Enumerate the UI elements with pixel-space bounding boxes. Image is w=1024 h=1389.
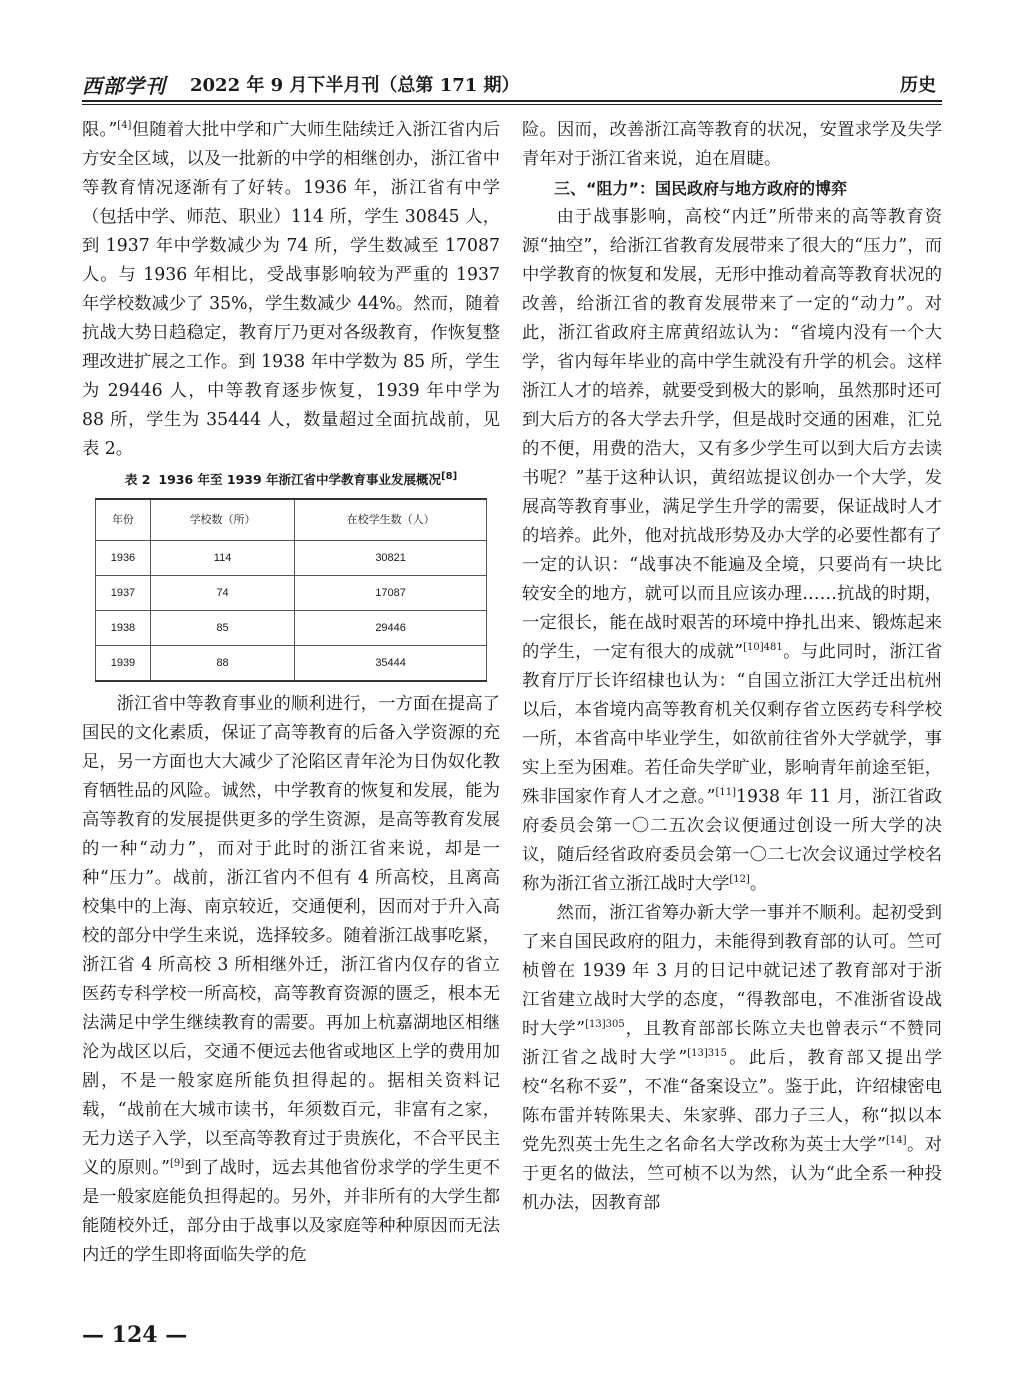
citation: [13]315 bbox=[687, 1048, 727, 1060]
issue-info: 2022 年 9 月下半月刊（总第 171 期） bbox=[190, 75, 520, 96]
table-cell: 29446 bbox=[295, 611, 487, 646]
table-cell: 30821 bbox=[295, 541, 487, 576]
citation: [13]305 bbox=[585, 1019, 625, 1031]
citation: [12] bbox=[729, 874, 750, 886]
table-cell: 1937 bbox=[96, 576, 151, 611]
text-span: 。对于更名的做法，竺可桢不以为然，认为“此全系一种投机办法，因教育部 bbox=[522, 1135, 942, 1213]
table-cell: 114 bbox=[150, 541, 294, 576]
text-span: 。与此同时，浙江省教育厅厅长许绍棣也认为：“自国立浙江大学迁出杭州以后，本省境内高等教育机关仅剩存省立医药专科学校一所，本省高中毕业学生，如欲前往省外大学就学，事实上至为困难。若任命失学旷业，影响青年前途至钜，殊非国家作育人才之意。” bbox=[522, 642, 942, 807]
text-span: 然而，浙江省筹办新大学一事并不顺利。起初受到了来自国民政府的阻力，未能得到教育部的认可。竺可桢曾在 1939 年 3 月的日记中就记述了教育部对于浙江省建立战时大学的态度，“得教部电，不准浙省设战时大学” bbox=[522, 903, 942, 1039]
citation: [10]481 bbox=[743, 642, 783, 654]
table-row bbox=[96, 611, 487, 646]
table-cell: 88 bbox=[150, 646, 294, 682]
table-cell: 1936 bbox=[96, 541, 151, 576]
data-table bbox=[95, 498, 487, 682]
header-rule-thin bbox=[82, 104, 942, 105]
table-cell: 17087 bbox=[295, 576, 487, 611]
text-span: 浙江省中等教育事业的顺利进行，一方面在提高了国民的文化素质，保证了高等教育的后备入学资源的充足，另一方面也大大减少了沦陷区青年沦为日伪奴化教育牺牲品的风险。诚然，中学教育的恢复和发展，能为高等教育的发展提供更多的学生资源，是高等教育发展的一种“动力”，而对于此时的浙江省来说，却是一种“压力”。战前，浙江省内不但有 4 所高校，且离高校集中的上海、南京较近，交通便利，因而对于升入高校的部分中学生来说，选择较多。随着浙江战事吃紧，浙江省 4 所高校 3 所相继外迁，浙江省内仅存的省立医药专科学校一所高校，高等教育资源的匮乏，根本无法满足中学生继续教育的需要。再加上杭嘉湖地区相继沦为战区以后，交通不便远去他省或地区上学的费用加剧，不是一般家庭所能负担得起的。据相关资料记载，“战前在大城市读书，年须数百元，非富有之家，无力送子入学，以至高等教育过于贵族化，不合平民主义的原则。” bbox=[82, 694, 500, 1178]
text-span: 。此后，教育部又提出学校“名称不妥”，不准“备案设立”。鉴于此，许绍棣密电陈布雷并转陈果夫、朱家骅、邵力子三人，称“拟以本党先烈英士先生之名命名大学改称为英士大学” bbox=[522, 1048, 942, 1155]
journal-logo: 西部学刊 bbox=[82, 74, 166, 98]
right-paragraph-2 bbox=[522, 203, 942, 899]
table-row bbox=[96, 576, 487, 611]
citation: [9] bbox=[169, 1158, 185, 1170]
citation: [11] bbox=[715, 787, 736, 799]
table-cell: 85 bbox=[150, 611, 294, 646]
table-header-row bbox=[96, 499, 487, 541]
table-row bbox=[96, 646, 487, 682]
page-number: — 124 — bbox=[82, 1322, 188, 1348]
table-header-cell: 学校数（所） bbox=[150, 499, 294, 541]
citation: [4] bbox=[117, 120, 132, 132]
table-header-cell: 年份 bbox=[96, 499, 151, 541]
table-header-cell: 在校学生数（人） bbox=[295, 499, 487, 541]
text-span: 。 bbox=[749, 874, 768, 894]
header-rule bbox=[82, 100, 942, 102]
table-cell: 35444 bbox=[295, 646, 487, 682]
right-paragraph-1: 险。因而，改善浙江高等教育的状况，安置求学及失学青年对于浙江省来说，迫在眉睫。 bbox=[522, 120, 942, 169]
text-span: 但随着大批中学和广大师生陆续迁入浙江省内后方安全区域，以及一批新的中学的相继创办，浙江省中等教育情况逐渐有了好转。1936 年，浙江省有中学（包括中学、师范、职业）114 所，学生 30845 人，到 1937 年中学数减少为 74 所，学生数减至 17087 人。与 1936 年相比，受战事影响较为严重的 1937 年学校数减少了 35%，学生数减少 44%。然而，随着抗战大势日趋稳定，教育厅乃更对各级教育，作恢复整理改进扩展之工作。到 1938 年中学数为 85 所，学生为 29446 人，中等教育逐步恢复，1939 年中学为 88 所，学生为 35444 人，数量超过全面抗战前，见表 2。 bbox=[82, 120, 500, 459]
section-label: 历史 bbox=[900, 75, 936, 96]
citation: [8] bbox=[441, 470, 458, 482]
left-paragraph-2 bbox=[82, 690, 500, 1270]
text-span: 限。” bbox=[82, 120, 118, 140]
table-row bbox=[96, 541, 487, 576]
table-cell: 1939 bbox=[96, 646, 151, 682]
table-number: 表 2 bbox=[124, 472, 151, 487]
left-paragraph-1 bbox=[82, 116, 500, 464]
right-column bbox=[522, 116, 942, 1218]
text-span: 到了战时，远去其他省份求学的学生更不是一般家庭能负担得起的。另外，并非所有的大学生都能随校外迁，部分由于战事以及家庭等种种原因而无法内迁的学生即将面临失学的危 bbox=[82, 1158, 500, 1265]
table-title: 1936 年至 1939 年浙江省中学教育事业发展概况 bbox=[158, 472, 442, 487]
text-span: 由于战事影响，高校“内迁”所带来的高等教育资源“抽空”，给浙江省教育发展带来了很大的“压力”，而中学教育的恢复和发展，无形中推动着高等教育状况的改善，给浙江省的教育发展带来了一定的“动力”。对此，浙江省政府主席黄绍竑认为：“省境内没有一个大学，省内每年毕业的高中学生就没有升学的机会。这样浙江人才的培养，就要受到极大的影响，虽然那时还可到大后方的各大学去升学，但是战时交通的困难，汇兑的不便，用费的浩大，又有多少学生可以到大后方去读书呢？”基于这种认识，黄绍竑提议创办一个大学，发展高等教育事业，满足学生升学的需要，保证战时人才的培养。此外，他对抗战形势及办大学的必要性都有了一定的认识：“战事决不能遍及全境，只要尚有一块比较安全的地方，就可以而且应该办理……抗战的时期，一定很长，能在战时艰苦的环境中挣扎出来、锻炼起来的学生，一定有很大的成就” bbox=[522, 207, 942, 662]
right-paragraph-3 bbox=[522, 899, 942, 1218]
citation: [14] bbox=[885, 1135, 907, 1147]
page-header bbox=[82, 70, 942, 100]
table-cell: 1938 bbox=[96, 611, 151, 646]
section-heading: 三、“阻力”：国民政府与地方政府的博弈 bbox=[554, 179, 848, 198]
table-cell: 74 bbox=[150, 576, 294, 611]
left-column bbox=[82, 116, 500, 1270]
text-span: 1938 年 11 月，浙江省政府委员会第一〇二五次会议便通过创设一所大学的决议，随后经省政府委员会第一〇二七次会议通过学校名称为浙江省立浙江战时大学 bbox=[522, 787, 942, 894]
text-span: ，且教育部部长陈立夫也曾表示“不赞同浙江省之战时大学” bbox=[522, 1019, 942, 1068]
table-caption bbox=[82, 468, 500, 492]
